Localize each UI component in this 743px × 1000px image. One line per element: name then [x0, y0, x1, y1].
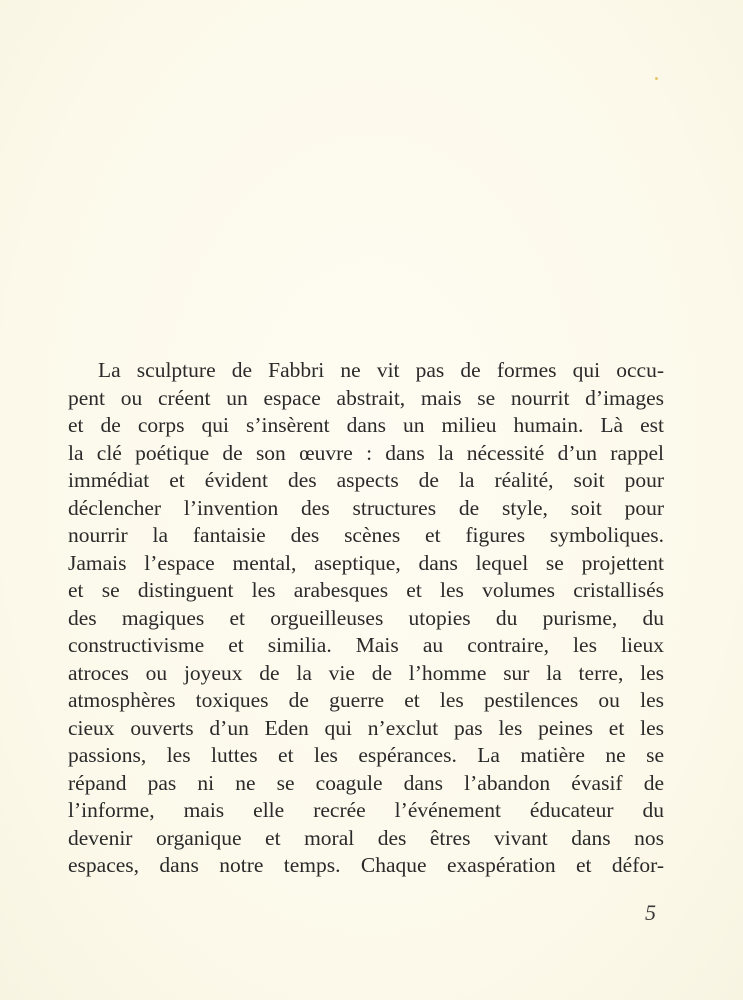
body-paragraph — [68, 357, 664, 880]
paragraph-line: atmosphères toxiques de guerre et les pestilences ou les — [68, 688, 664, 712]
paper-speck — [655, 77, 658, 80]
paragraph-line: pent ou créent un espace abstrait, mais se nourrit d’images — [68, 385, 664, 410]
paragraph-line: et de corps qui s’insèrent dans un milieu humain. Là est — [68, 413, 664, 437]
paragraph-line: passions, les luttes et les espérances. La matière ne se — [68, 743, 664, 767]
paragraph-line: devenir organique et moral des êtres vivant dans nos — [68, 825, 664, 850]
paragraph-line: et se distinguent les arabesques et les volumes cristallisés — [68, 578, 664, 602]
paragraph-line: la clé poétique de son œuvre : dans la nécessité d’un rappel — [68, 440, 664, 465]
paragraph-line: nourrir la fantaisie des scènes et figures symboliques. — [68, 523, 664, 547]
paragraph-line: constructivisme et similia. Mais au contraire, les lieux — [68, 633, 664, 657]
paragraph-line: La sculpture de Fabbri ne vit pas de formes qui occu- — [98, 358, 664, 382]
paragraph-line: espaces, dans notre temps. Chaque exaspération et défor- — [68, 853, 664, 877]
paragraph-line: Jamais l’espace mental, aseptique, dans lequel se projettent — [68, 550, 664, 575]
paragraph-line: déclencher l’invention des structures de style, soit pour — [68, 495, 664, 520]
paragraph-line: l’informe, mais elle recrée l’événement éducateur du — [68, 798, 664, 822]
paragraph-line: des magiques et orgueilleuses utopies du purisme, du — [68, 605, 664, 630]
paragraph-line: immédiat et évident des aspects de la réalité, soit pour — [68, 468, 664, 492]
page-number: 5 — [645, 900, 656, 925]
paragraph-line: répand pas ni ne se coagule dans l’abandon évasif de — [68, 770, 664, 795]
paragraph-line: atroces ou joyeux de la vie de l’homme sur la terre, les — [68, 660, 664, 685]
paragraph-line: cieux ouverts d’un Eden qui n’exclut pas les peines et les — [68, 715, 664, 740]
